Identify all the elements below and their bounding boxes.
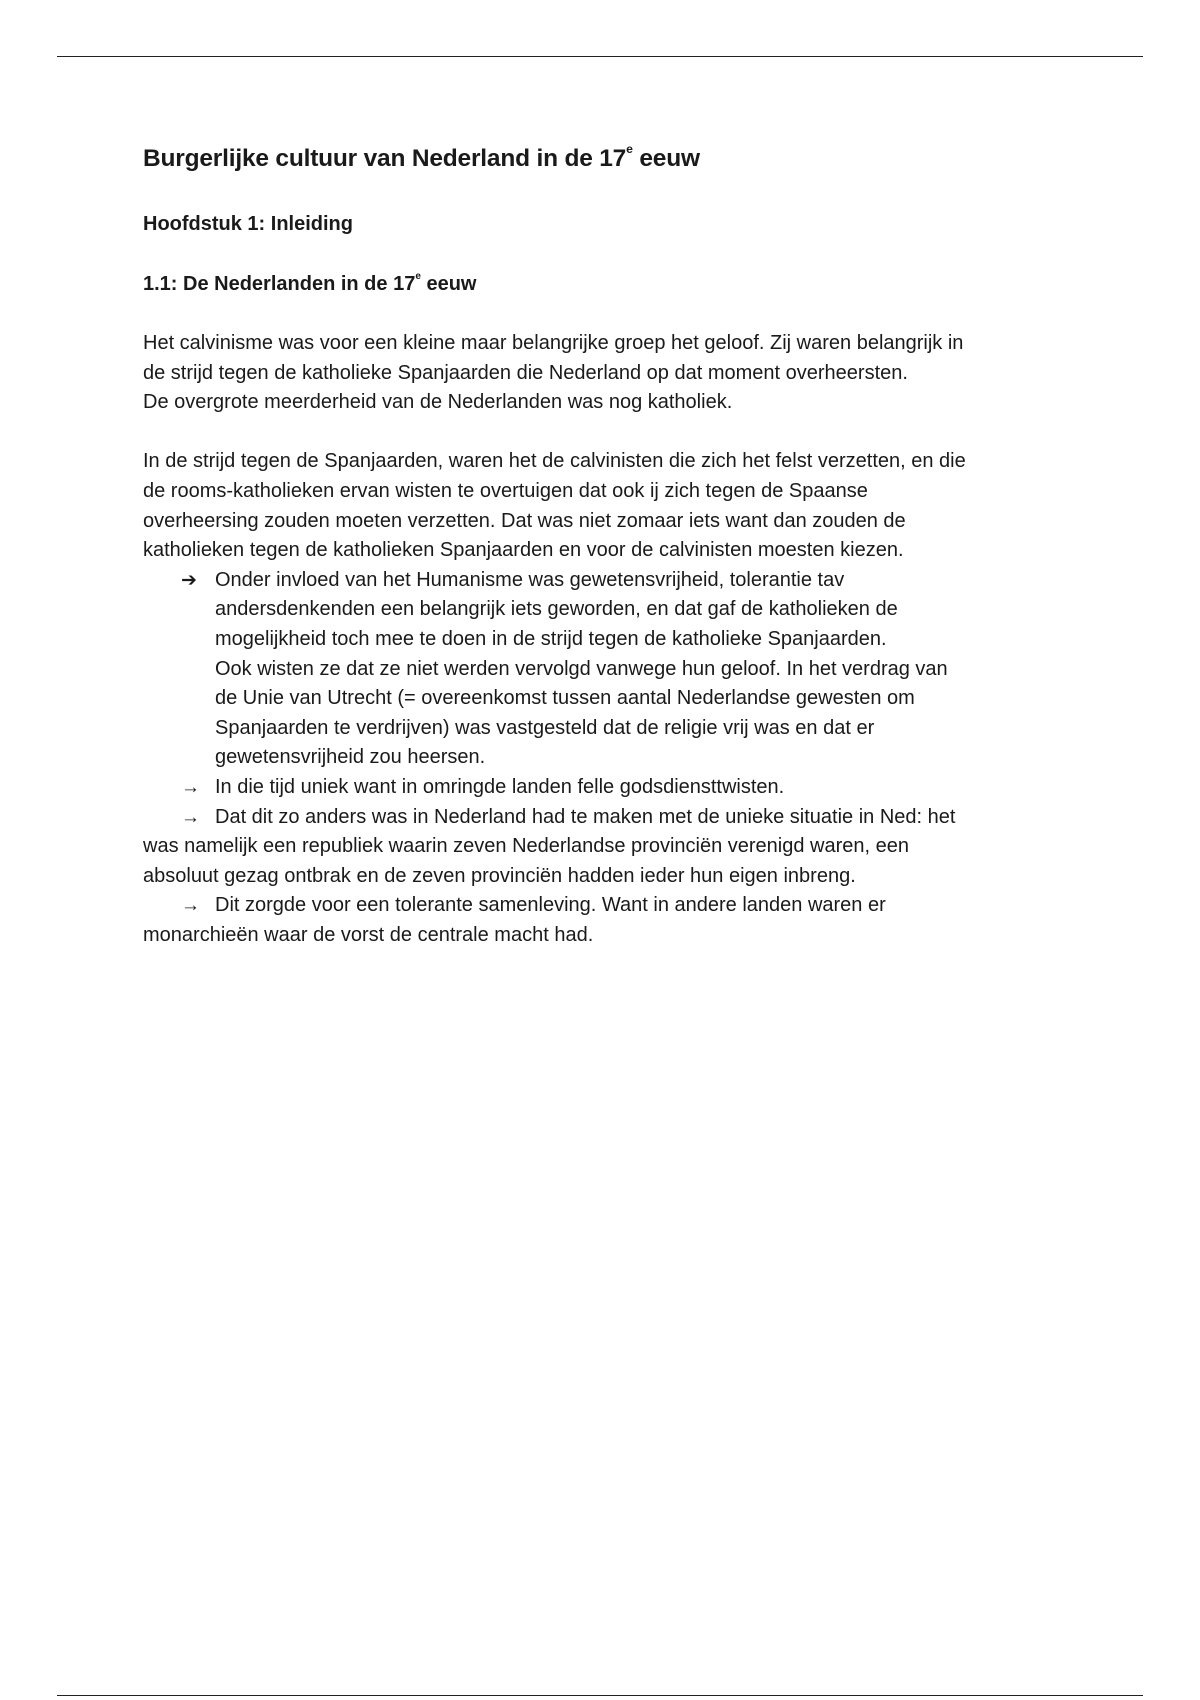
bullet-unique-time: → In die tijd uniek want in omringde landen felle godsdiensttwisten. (143, 773, 1073, 803)
arrow-right-icon: → (181, 806, 200, 828)
bullet-tolerance: → Dit zorgde voor een tolerante samenleving. Want in andere landen waren er monarchieën waar de vorst de centrale macht had. (143, 891, 1073, 950)
document-body (143, 143, 1073, 950)
arrow-right-bold-icon: ➔ (181, 569, 197, 591)
bullet-republic: → Dat dit zo anders was in Nederland had te maken met de unieke situatie in Ned: het was namelijk een republiek waarin zeven Nederlandse provinciën verenigd waren, een absoluut gezag ontbrak en de zeven provinciën hadden ieder hun eigen inbreng. (143, 803, 1073, 892)
footer-rule (57, 1695, 1143, 1696)
paragraph-calvinism: Het calvinisme was voor een kleine maar belangrijke groep het geloof. Zij waren belangrijk in de strijd tegen de katholieke Spanjaarden die Nederland op dat moment overheersten. De overgrote meerderheid van de Nederlanden was nog katholiek. (143, 332, 964, 414)
arrow-right-icon: → (181, 895, 200, 917)
arrow-right-icon: → (181, 776, 200, 798)
paragraph-struggle: In de strijd tegen de Spanjaarden, waren het de calvinisten die zich het felst verzetten, en die de rooms-katholieken ervan wisten te overtuigen dat ook ij zich tegen de Spaanse overheersing zouden moeten verzetten. Dat was niet zomaar iets want dan zouden de katholieken tegen de katholieken Spanjaarden en voor de calvinisten moesten kiezen. (143, 450, 966, 562)
chapter-heading: Hoofdstuk 1: Inleiding (143, 213, 353, 235)
document-title: Burgerlijke cultuur van Nederland in de 17e eeuw (143, 141, 700, 172)
header-rule (57, 56, 1143, 57)
section-heading: 1.1: De Nederlanden in de 17e eeuw (143, 270, 477, 295)
bullet-humanism: ➔ Onder invloed van het Humanisme was gewetensvrijheid, tolerantie tav andersdenkenden een belangrijk iets geworden, en dat gaf de katholieken de mogelijkheid toch mee te doen in de strijd tegen de katholieke Spanjaarden. Ook wisten ze dat ze niet werden vervolgd vanwege hun geloof. In het verdrag van de Unie van Utrecht (= overeenkomst tussen aantal Nederlandse gewesten om Spanjaarden te verdrijven) was vastgesteld dat de religie vrij was en dat er gewetensvrijheid zou heersen. (143, 566, 1073, 773)
